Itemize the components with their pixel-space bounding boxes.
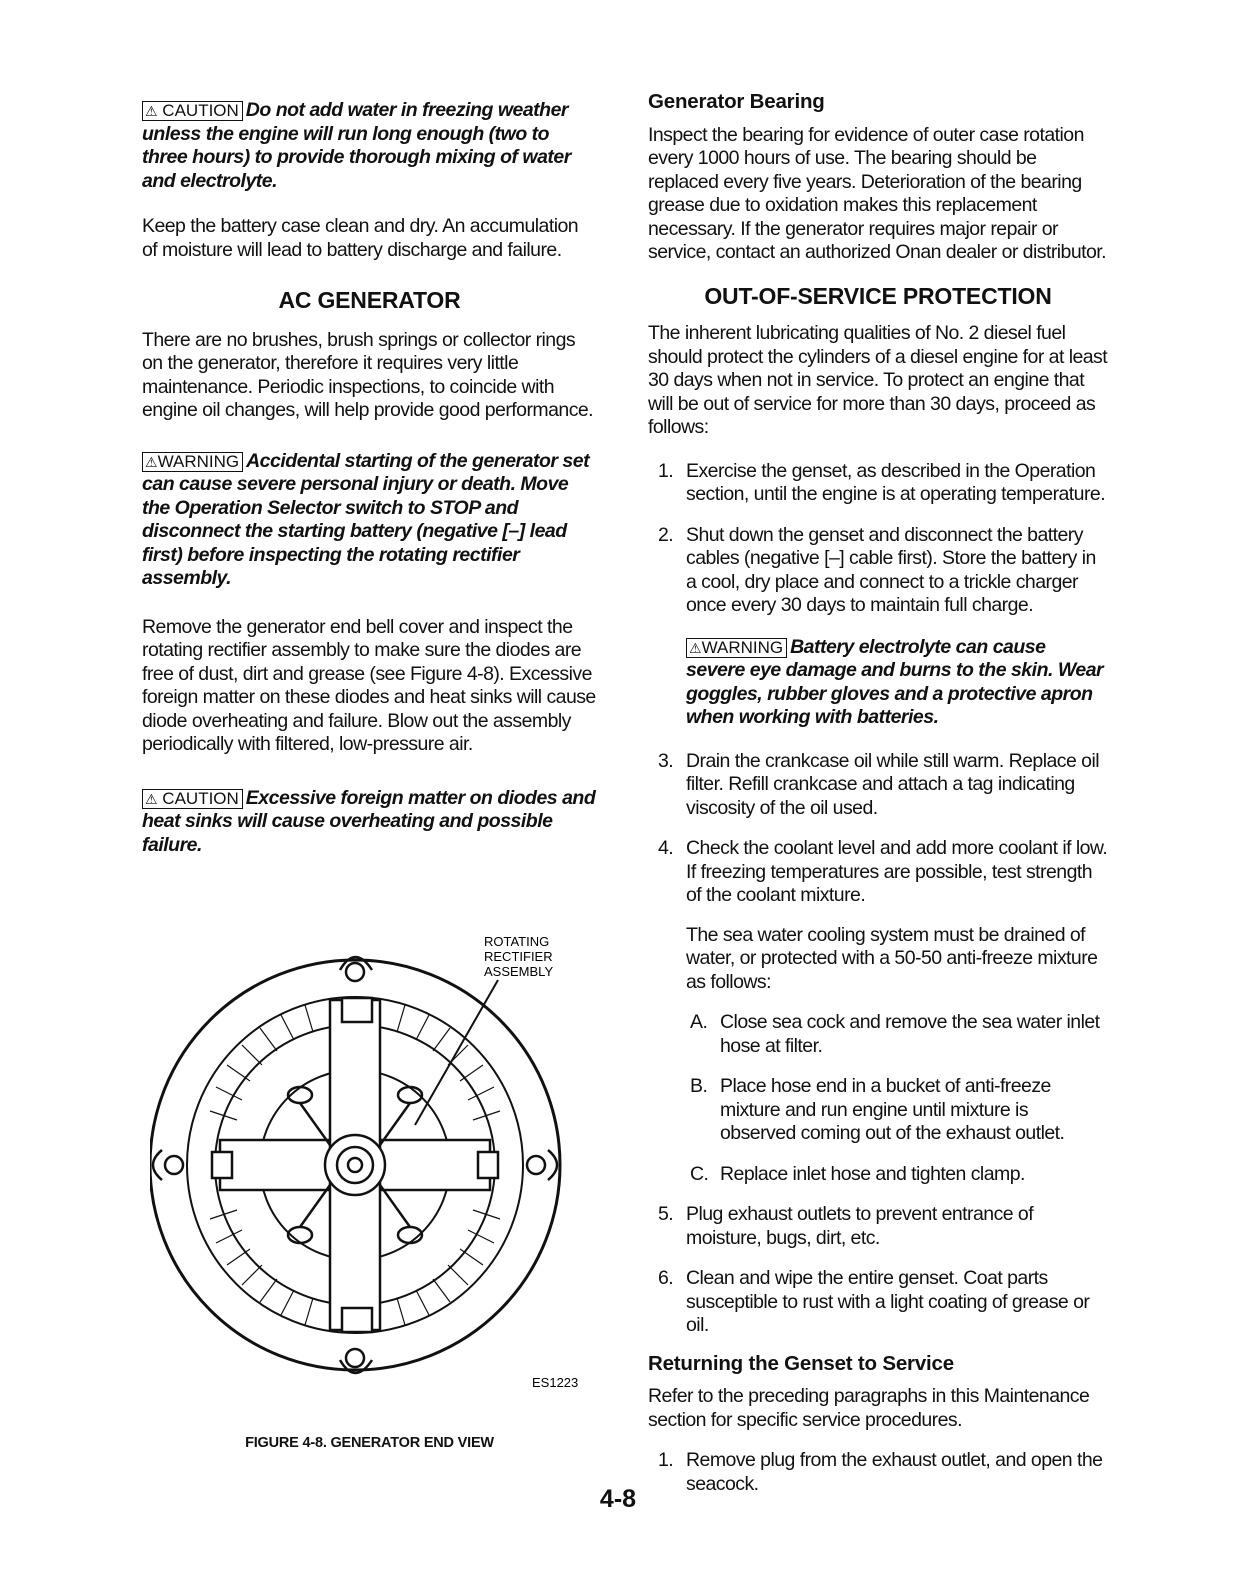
remove-end-bell-paragraph: Remove the generator end bell cover and inspect the rotating rectifier assembly to make sure the diodes are free of dust, dirt and grease (see Figure 4-8). Excessive foreign matter on these diodes and heat sinks will cause diode overheating and failure. Blow out the assembly periodically with filtered, low-pressure air. [142, 615, 596, 755]
figure-label-line1: ROTATING [484, 934, 550, 949]
list-item-text: Clean and wipe the entire genset. Coat parts susceptible to rust with a light coating of grease or oil. [686, 1267, 1090, 1336]
warning-label: WARNING [701, 637, 784, 657]
list-item [648, 524, 1108, 618]
list-item-number: 4. [658, 837, 674, 859]
figure-code: ES1223 [532, 1375, 579, 1390]
warning-text: Accidental starting of the generator set can cause severe personal injury or death. Move the Operation Selector switch to STOP and disconnect the starting battery (negative [–] lead first) before inspecting the rotating rectifier assembly. [142, 449, 590, 589]
list-item-text: Shut down the genset and disconnect the battery cables (negative [–] cable first). Store the battery in a cool, dry place and connect to a trickle charger once every 30 days to maintain full charge. [686, 523, 1096, 616]
caution-tag [142, 789, 243, 809]
generator-end-view-figure [150, 930, 590, 1400]
warning-label: WARNING [157, 451, 240, 471]
battery-paragraph: Keep the battery case clean and dry. An accumulation of moisture will lead to battery discharge and failure. [142, 215, 579, 261]
list-item-text: Check the coolant level and add more coolant if low. If freezing temperatures are possible, test strength of the coolant mixture. [686, 837, 1108, 906]
rectifier-leader-line [415, 980, 498, 1125]
list-item-number: 1. [658, 459, 674, 482]
list-item [648, 1267, 1108, 1338]
sub-list-item-text: Close sea cock and remove the sea water inlet hose at filter. [720, 1011, 1100, 1057]
generator-drawing [150, 930, 590, 1400]
caution-text: Do not add water in freezing weather unless the engine will run long enough (two to three hours) to provide thorough mixing of water and electrolyte. [142, 99, 571, 192]
list-item-text: Exercise the genset, as described in the Operation section, until the engine is at operating temperature. [686, 459, 1106, 505]
out-of-service-heading: OUT-OF-SERVICE PROTECTION [704, 282, 1052, 309]
left-column [142, 86, 597, 857]
caution-label: CAUTION [162, 101, 239, 120]
returning-to-service-paragraph: Refer to the preceding paragraphs in this Maintenance section for specific service procedures. [648, 1385, 1090, 1431]
list-item [648, 837, 1108, 908]
figure-caption: FIGURE 4-8. GENERATOR END VIEW [245, 1435, 494, 1451]
list-item-number: 5. [658, 1203, 674, 1225]
warning-notice-starting [142, 450, 597, 591]
warning-triangle-icon: ⚠ [145, 790, 158, 807]
page-number: 4-8 [599, 1485, 637, 1513]
sea-water-paragraph: The sea water cooling system must be drained of water, or protected with a 50-50 anti-freeze mixture as follows: [686, 923, 1098, 993]
figure-label-line3: ASSEMBLY [484, 964, 554, 979]
sub-list-item-letter: C. [690, 1162, 709, 1185]
caution-label: CAUTION [162, 788, 239, 808]
list-item [648, 750, 1108, 821]
warning-triangle-icon: ⚠ [689, 639, 702, 656]
list-item [648, 460, 1108, 507]
warning-tag [686, 638, 787, 658]
right-column [648, 86, 1108, 1496]
sub-list-item [648, 1075, 1108, 1146]
caution-notice-water [142, 99, 597, 193]
sub-list-item-text: Place hose end in a bucket of anti-freeze mixture and run engine until mixture is observed coming out of the exhaust outlet. [720, 1075, 1065, 1144]
list-item-text: Drain the crankcase oil while still warm. Replace oil filter. Refill crankcase and attach a tag indicating viscosity of the oil used. [686, 749, 1100, 819]
list-item-number: 6. [658, 1267, 674, 1289]
list-item-number: 1. [658, 1449, 674, 1471]
ac-generator-paragraph: There are no brushes, brush springs or collector rings on the generator, therefore it requires very little maintenance. Periodic inspections, to coincide with engine oil changes, will help provide good performance. [142, 328, 594, 421]
list-item-text: Plug exhaust outlets to prevent entrance of moisture, bugs, dirt, etc. [686, 1203, 1034, 1249]
caution-text: Excessive foreign matter on diodes and heat sinks will cause overheating and possible failure. [142, 786, 596, 856]
caution-tag [142, 101, 243, 121]
returning-to-service-heading: Returning the Genset to Service [648, 1351, 954, 1375]
list-item [648, 1203, 1108, 1250]
bearing-paragraph: Inspect the bearing for evidence of outer case rotation every 1000 hours of use. The bearing should be replaced every five years. Deterioration of the bearing grease due to oxidation makes this replacement necessary. If the generator requires major repair or service, contact an authorized Onan dealer or distributor. [648, 123, 1107, 263]
sub-list-item [648, 1011, 1108, 1058]
caution-notice-diodes [142, 787, 597, 858]
list-item-number: 2. [658, 523, 674, 546]
sub-list-item-letter: A. [690, 1011, 708, 1033]
warning-triangle-icon: ⚠ [145, 453, 158, 470]
warning-notice-electrolyte [648, 636, 1108, 730]
sub-list-item-letter: B. [690, 1075, 708, 1097]
list-item-number: 3. [658, 749, 674, 772]
warning-text: Battery electrolyte can cause severe eye damage and burns to the skin. Wear goggles, rubber gloves and a protective apron when working with batteries. [686, 635, 1104, 728]
generator-bearing-heading: Generator Bearing [648, 90, 825, 113]
sub-list-item-text: Replace inlet hose and tighten clamp. [720, 1162, 1025, 1185]
warning-triangle-icon: ⚠ [145, 103, 158, 119]
list-item-text: Remove plug from the exhaust outlet, and open the seacock. [686, 1449, 1103, 1495]
ac-generator-heading: AC GENERATOR [278, 287, 461, 313]
out-of-service-paragraph: The inherent lubricating qualities of No. 2 diesel fuel should protect the cylinders of a diesel engine for at least 30 days when not in service. To protect an engine that will be out of service for more than 30 days, proceed as follows: [648, 322, 1108, 438]
warning-tag [142, 452, 243, 472]
sub-list-item [648, 1163, 1108, 1187]
figure-label-line2: RECTIFIER [484, 949, 553, 964]
